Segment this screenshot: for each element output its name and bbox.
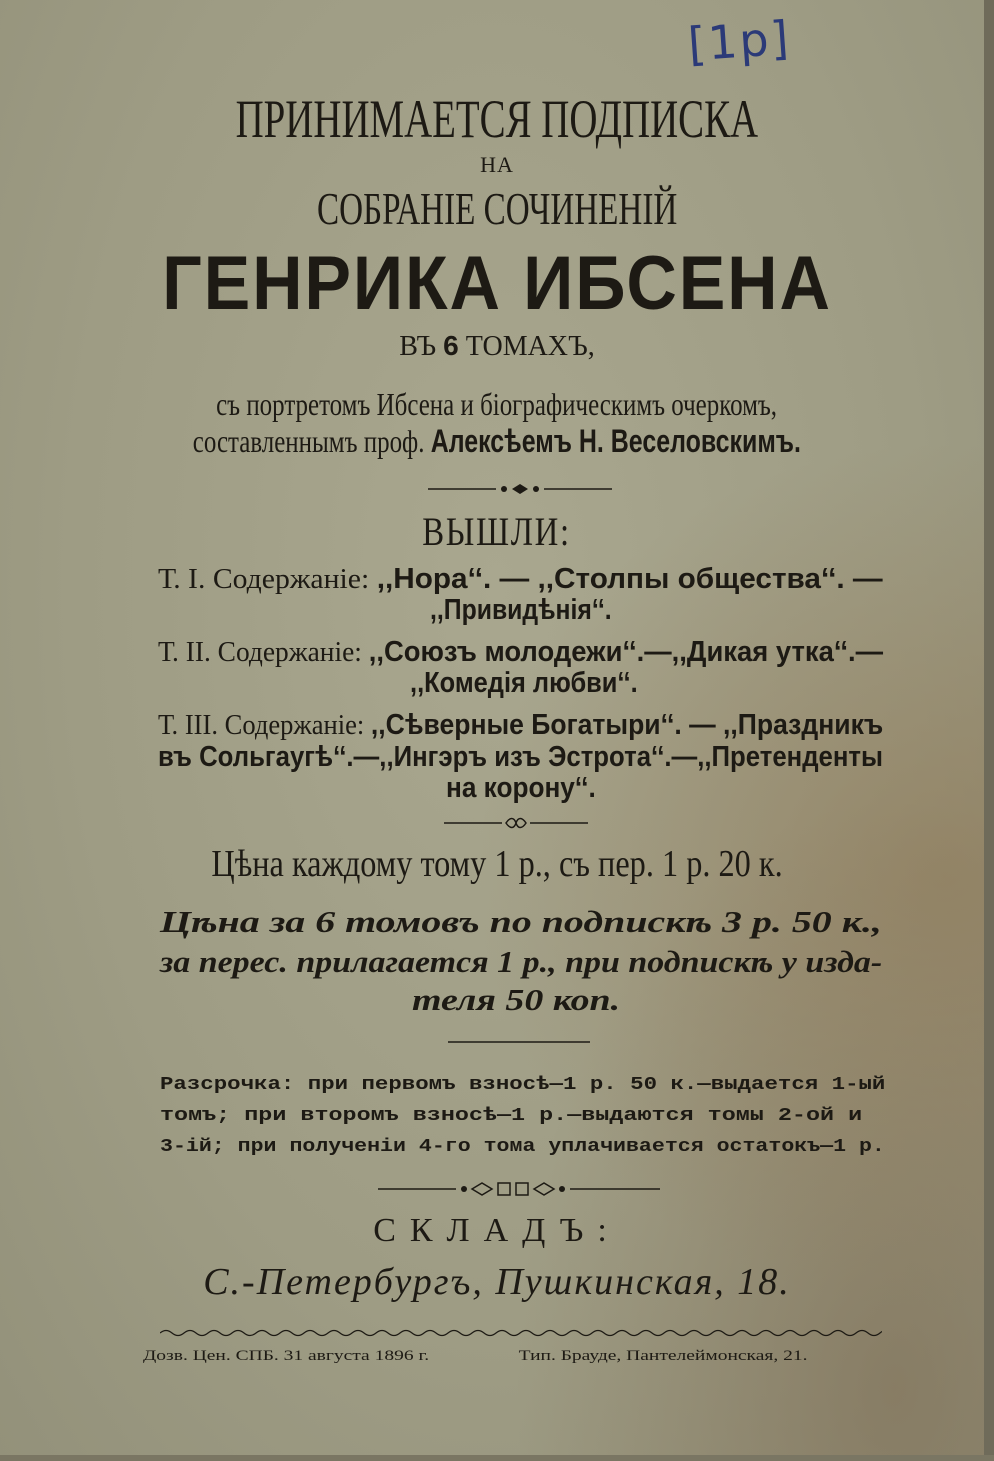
editor-line: составленнымъ проф. Алексѣемъ Н. Веселовскимъ. [192,423,802,459]
price-per-volume: Цѣна каждому тому 1 р., съ пер. 1 р. 20 к. [211,843,783,885]
warehouse-address: С.-Петербургъ, Пушкинская, 18. [203,1261,791,1303]
warehouse-label: СКЛАДЪ: [373,1212,621,1249]
page-edge-bottom [0,1455,994,1461]
published-heading: ВЫШЛИ: [422,509,572,554]
subscription-price-line2: за перес. прилагается 1 р., при подпискѣ у изда- [160,944,883,979]
subscription-heading: ПРИНИМАЕТСЯ ПОДПИСКА [235,89,759,149]
subscription-price-line1: Цѣна за 6 томовъ по подпискѣ 3 р. 50 к., [160,904,882,939]
subscription-price-line3: теля 50 коп. [412,982,621,1017]
wavy-rule [160,1328,882,1338]
vol2-line1: Т. II. Содержаніе: ,,Союзъ молодежи‘‘.—,,Дикая утка‘‘.— [158,636,884,668]
ornament-divider-3 [378,1180,660,1198]
vol3-line2: въ Сольгаугѣ‘‘.—,,Ингэръ изъ Эстрота‘‘.—,,Претенденты [158,741,883,773]
printer-note: Тип. Брауде, Пантелеймонская, 21. [518,1348,808,1364]
handwritten-shelf-mark: [1р] [686,10,793,72]
volumes-line: ВЪ 6 ТОМАХЪ, [399,330,595,362]
vol2-line2: ,,Комедія любви‘‘. [410,667,638,699]
installments-line3: 3-ій; при полученіи 4-го тома уплачивается остатокъ—1 р. [160,1137,885,1157]
vol1-line2: ,,Привидѣнія‘‘. [430,594,612,626]
collected-works-heading: СОБРАНІЕ СОЧИНЕНІЙ [316,183,678,234]
ornament-divider-1 [428,482,612,496]
vol1-line1: Т. I. Содержаніе: ,,Нора‘‘. — ,,Столпы общества‘‘. — [158,563,883,595]
censorship-note: Дозв. Цен. СПБ. 31 августа 1896 г. [142,1348,430,1364]
ornament-divider-2 [444,816,588,830]
divider-line [448,1040,590,1044]
vol3-line1: Т. III. Содержаніе: ,,Сѣверные Богатыри‘‘. — ,,Праздникъ [158,709,884,741]
vol3-line3: на корону‘‘. [446,772,596,804]
portrait-line: съ портретомъ Ибсена и біографическимъ очеркомъ, [216,386,778,422]
installments-line1: Разсрочка: при первомъ взносѣ—1 р. 50 к.—выдается 1-ый [160,1075,886,1095]
author-title: ГЕНРИКА ИБСЕНА [162,241,832,326]
heading-on: НА [480,152,514,177]
installments-line2: томъ; при второмъ взносѣ—1 р.—выдаются томы 2-ой и [160,1106,863,1126]
